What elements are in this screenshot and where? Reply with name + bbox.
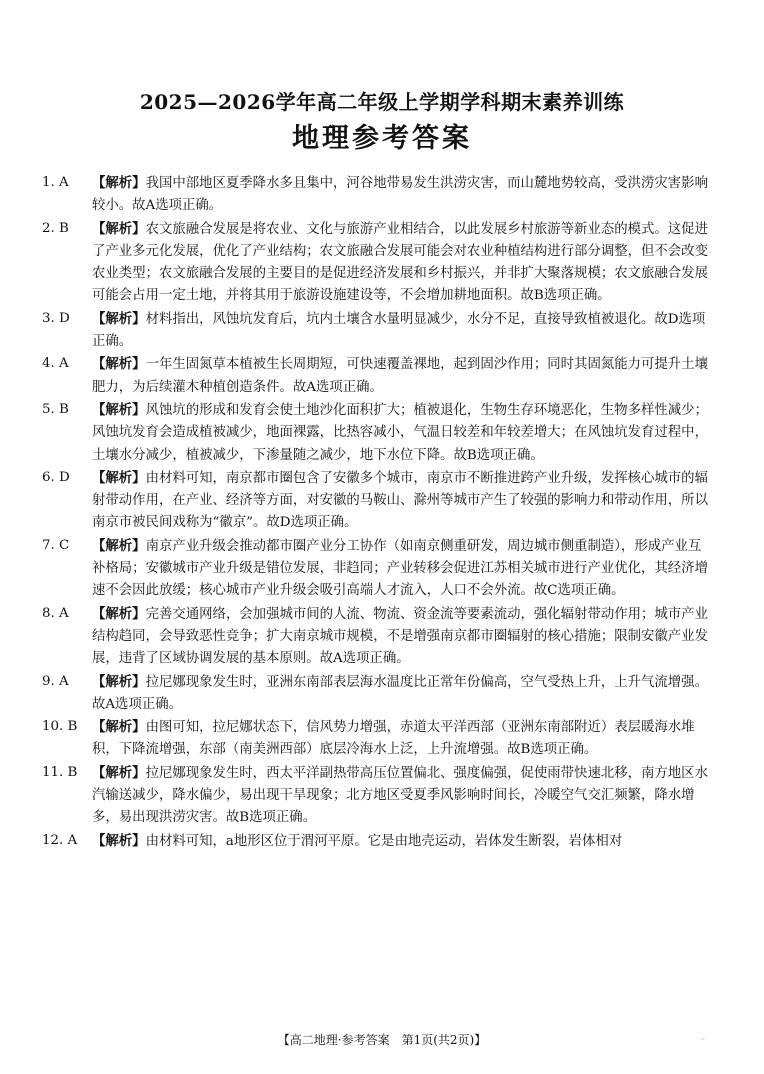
answer-number: 11. B (42, 764, 78, 780)
answer-item (42, 353, 710, 399)
answer-number: 3. D (42, 310, 70, 326)
answer-number: 10. B (42, 719, 78, 735)
analysis-tag: 【解析】 (92, 673, 146, 690)
answer-item (42, 762, 710, 830)
analysis-tag: 【解析】 (92, 537, 146, 554)
answer-list (42, 172, 710, 853)
answer-number: 5. B (42, 401, 69, 417)
answer-text: 由材料可知，a地形区位于渭河平原。它是由地壳运动，岩体发生断裂，岩体相对 (145, 833, 623, 849)
answer-item (42, 399, 710, 467)
answer-text: 由材料可知，南京都市圈包含了安徽多个城市，南京市不断推进跨产业升级，发挥核心城市的辐射带动作用，在产业、经济等方面，对安徽的马鞍山、滁州等城市产生了较强的影响力和带动作用，所以南京市被民间戏称为“徽京”。故D选项正确。 (92, 470, 708, 531)
answer-text: 拉尼娜现象发生时，亚洲东南部表层海水温度比正常年份偏高，空气受热上升，上升气流增强。故A选项正确。 (92, 674, 708, 712)
answer-text: 材料指出，风蚀坑发育后，坑内土壤含水量明显减少，水分不足，直接导致植被退化。故D选项正确。 (92, 311, 706, 350)
exam-title: 2025—2026学年高二年级上学期学科期末素养训练 (139, 90, 625, 114)
analysis-tag: 【解析】 (92, 764, 146, 781)
answer-number: 1. A (42, 175, 69, 190)
answer-number: 8. A (42, 605, 69, 621)
answer-number: 7. C (42, 537, 70, 553)
answer-text: 风蚀坑的形成和发育会使土地沙化面积扩大；植被退化，生物生存环境恶化，生物多样性减少；风蚀坑发育会造成植被减少，地面裸露，比热容减小，气温日较差和年较差增大；在风蚀坑发育过程中，土壤水分减少，植被减少，下渗量随之减少，地下水位下降。故B选项正确。 (92, 402, 708, 463)
answer-text: 我国中部地区夏季降水多且集中，河谷地带易发生洪涝灾害，而山麓地势较高，受洪涝灾害影响较小。故A选项正确。 (92, 176, 708, 214)
answer-text: 一年生固氮草本植被生长周期短，可快速覆盖裸地，起到固沙作用；同时其固氮能力可提升土壤肥力，为后续灌木种植创造条件。故A选项正确。 (92, 357, 708, 395)
analysis-tag: 【解析】 (92, 220, 146, 237)
analysis-tag: 【解析】 (92, 356, 146, 373)
answer-item (42, 218, 710, 308)
answer-text: 农文旅融合发展是将农业、文化与旅游产业相结合，以此发展乡村旅游等新业态的模式。这促进了产业多元化发展，优化了产业结构；农文旅融合发展可能会对农业种植结构进行部分调整，但不会改变农业类型；农文旅融合发展的主要目的是促进经济发展和乡村振兴，并非扩大聚落规模；农文旅融合发展可能会占用一定土地，并将其用于旅游设施建设等，不会增加耕地面积。故B选项正确。 (92, 221, 708, 304)
answer-item (42, 308, 710, 354)
answer-number: 12. A (42, 832, 78, 848)
answer-number: 9. A (42, 673, 69, 689)
analysis-tag: 【解析】 (92, 469, 146, 486)
answer-item (42, 172, 710, 218)
answer-item (42, 671, 710, 717)
answer-item (42, 603, 710, 671)
answer-text: 拉尼娜现象发生时，西太平洋副热带高压位置偏北、强度偏强，促使雨带快速北移，南方地区水汽输送减少，降水偏少，易出现干旱现象；北方地区受夏季风影响时间长，冷暖空气交汇频繁，降水增多，易出现洪涝灾害。故B选项正确。 (92, 765, 708, 826)
analysis-tag: 【解析】 (92, 310, 146, 327)
answer-item (42, 830, 710, 853)
answer-item (42, 535, 710, 603)
answer-text: 南京产业升级会推动都市圈产业分工协作（如南京侧重研发，周边城市侧重制造），形成产业互补格局；安徽城市产业升级是错位发展，非趋同；产业转移会促进江苏相关城市进行产业优化，其经济增速不会因此放缓；核心城市产业升级会吸引高端人才流入，人口不会外流。故C选项正确。 (92, 538, 708, 599)
answer-text: 由图可知，拉尼娜状态下，信风势力增强，赤道太平洋西部（亚洲东南部附近）表层暖海水堆积，下降流增强，东部（南美洲西部）底层冷海水上泛，上升流增强。故B选项正确。 (92, 720, 695, 758)
answer-item (42, 467, 710, 535)
corner-mark: ·· (700, 1035, 706, 1044)
answer-number: 2. B (42, 220, 69, 236)
page-footer: 【高二地理·参考答案 第1页(共2页)】 (277, 1033, 487, 1047)
answer-number: 6. D (42, 469, 70, 485)
answer-item (42, 716, 710, 762)
analysis-tag: 【解析】 (92, 832, 146, 849)
document-title: 地理参考答案 (292, 123, 472, 154)
analysis-tag: 【解析】 (92, 401, 146, 418)
answer-number: 4. A (42, 356, 69, 372)
analysis-tag: 【解析】 (92, 605, 146, 622)
analysis-tag: 【解析】 (92, 719, 146, 736)
answer-text: 完善交通网络，会加强城市间的人流、物流、资金流等要素流动，强化辐射带动作用；城市产业结构趋同，会导致恶性竞争；扩大南京城市规模，不是增强南京都市圈辐射的核心措施；限制安徽产业发展，违背了区域协调发展的基本原则。故A选项正确。 (92, 606, 708, 667)
analysis-tag: 【解析】 (92, 175, 146, 191)
